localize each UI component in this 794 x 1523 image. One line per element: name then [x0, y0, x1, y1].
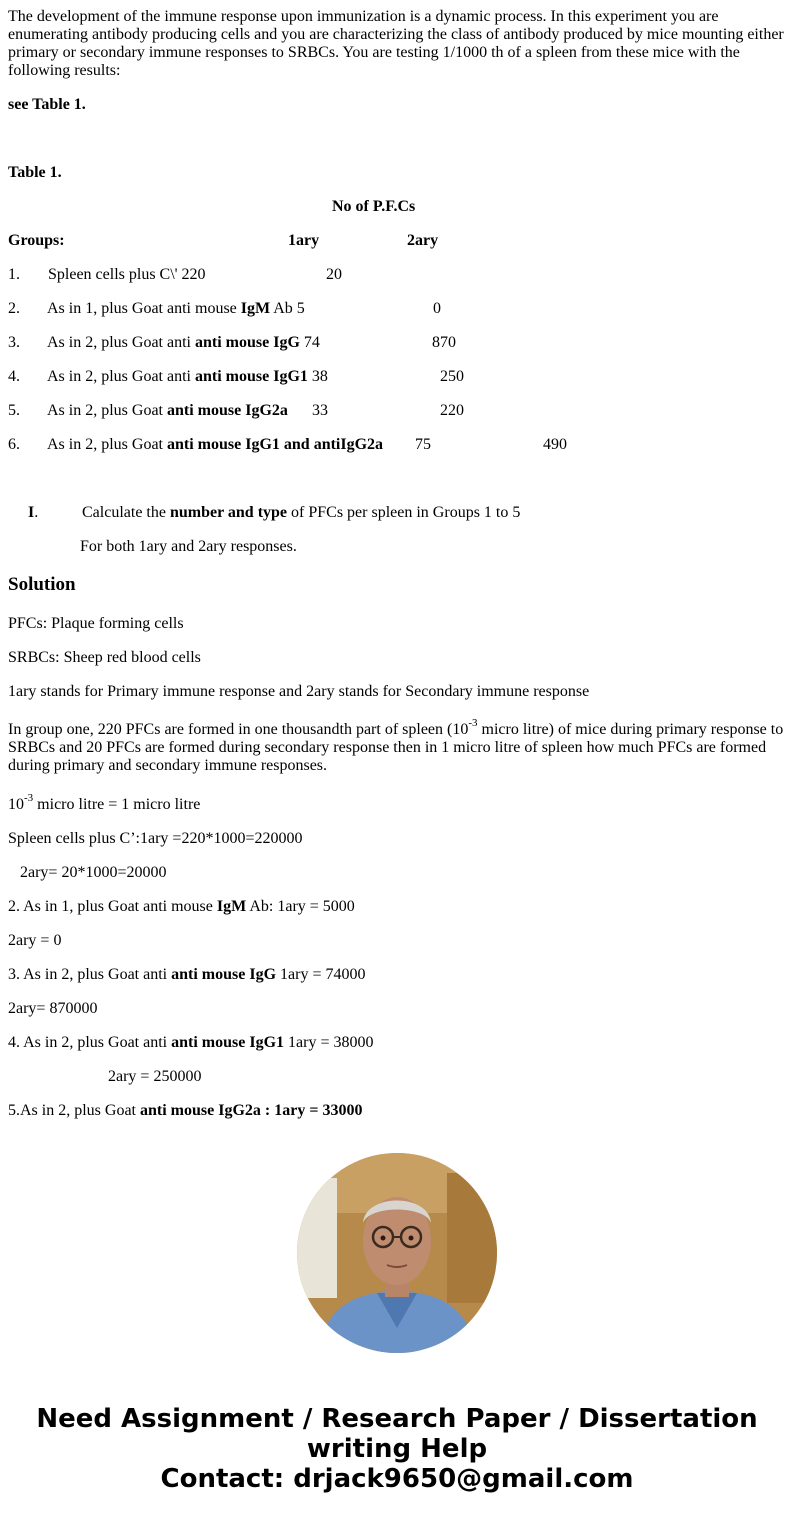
calc-line-4: 2ary = 0	[8, 932, 62, 949]
calc-line-3: 2. As in 1, plus Goat anti mouse IgM Ab: 1ary = 5000	[8, 898, 355, 915]
row-number: 3.	[8, 334, 20, 351]
row-secondary-value: 0	[433, 300, 441, 317]
person-portrait-icon	[297, 1153, 497, 1353]
row-text: As in 2, plus Goat anti mouse IgG1 and antiIgG2a	[47, 436, 384, 453]
calc-line-9: 5.As in 2, plus Goat anti mouse IgG2a : 1ary = 33000	[8, 1102, 363, 1119]
table-title: Table 1.	[8, 164, 62, 181]
calc-line-1: Spleen cells plus C’:1ary =220*1000=220000	[8, 830, 303, 847]
row-secondary-value: 250	[440, 368, 464, 385]
banner-contact-email[interactable]: Contact: drjack9650@gmail.com	[160, 1464, 634, 1494]
row-number: 1.	[8, 266, 20, 283]
question-line-2: For both 1ary and 2ary responses.	[80, 538, 297, 555]
row-text: Spleen cells plus C\' 220	[48, 266, 206, 283]
calc-line-6: 2ary= 870000	[8, 1000, 98, 1017]
row-number: 6.	[8, 436, 20, 453]
row-primary-value: 75	[415, 436, 431, 453]
ary-definition: 1ary stands for Primary immune response and 2ary stands for Secondary immune response	[8, 683, 590, 700]
pfc-definition: PFCs: Plaque forming cells	[8, 615, 184, 632]
question-text: Calculate the number and type of PFCs per spleen in Groups 1 to 5	[82, 504, 521, 521]
row-secondary-value: 220	[440, 402, 464, 419]
calc-line-2: 2ary= 20*1000=20000	[20, 864, 167, 881]
column-secondary: 2ary	[407, 232, 439, 249]
row-primary-value: 33	[312, 402, 328, 419]
groups-label: Groups:	[8, 232, 65, 249]
row-text: As in 1, plus Goat anti mouse IgM Ab 5	[47, 300, 305, 317]
calc-line-7: 4. As in 2, plus Goat anti anti mouse IgG1 1ary = 38000	[8, 1034, 374, 1051]
row-secondary-value: 20	[326, 266, 342, 283]
solution-heading: Solution	[8, 574, 76, 595]
banner-line-2: writing Help	[306, 1434, 488, 1464]
column-primary: 1ary	[288, 232, 320, 249]
explanation-paragraph: In group one, 220 PFCs are formed in one thousandth part of spleen ($10^{-3}$ micro litre) of mice during primary response to SRBCs and 20 PFCs are formed during secondary response then in 1 micro litre of spleen how much PFCs are formed during primary and secondary immune responses.	[8, 716, 784, 774]
srbc-definition: SRBCs: Sheep red blood cells	[8, 649, 201, 666]
calc-line-8: 2ary = 250000	[108, 1068, 202, 1085]
question-numeral: I.	[28, 504, 39, 521]
see-table-link-text: see Table 1.	[8, 96, 86, 113]
row-number: 2.	[8, 300, 20, 317]
intro-paragraph: The development of the immune response upon immunization is a dynamic process. In this experiment you are enumerating antibody producing cells and you are characterizing the class of antibody produced by mice mounting either primary or secondary immune responses to SRBCs. You are testing 1/1000 th of a spleen from these mice with the following results:	[8, 8, 784, 79]
author-avatar	[297, 1153, 497, 1353]
row-text: As in 2, plus Goat anti anti mouse IgG 74	[47, 334, 320, 351]
banner-line-1: Need Assignment / Research Paper / Dissertation	[36, 1404, 758, 1434]
row-number: 5.	[8, 402, 20, 419]
row-text: As in 2, plus Goat anti mouse IgG2a	[47, 402, 288, 419]
calc-line-5: 3. As in 2, plus Goat anti anti mouse IgG 1ary = 74000	[8, 966, 366, 983]
row-secondary-value: 490	[543, 436, 567, 453]
contact-banner	[0, 1404, 794, 1494]
table-header: No of P.F.Cs	[332, 198, 416, 215]
row-secondary-value: 870	[432, 334, 456, 351]
conversion-line: $10^{-3}$ micro litre = 1 micro litre	[8, 791, 201, 813]
row-number: 4.	[8, 368, 20, 385]
row-text: As in 2, plus Goat anti anti mouse IgG1 38	[47, 368, 328, 385]
